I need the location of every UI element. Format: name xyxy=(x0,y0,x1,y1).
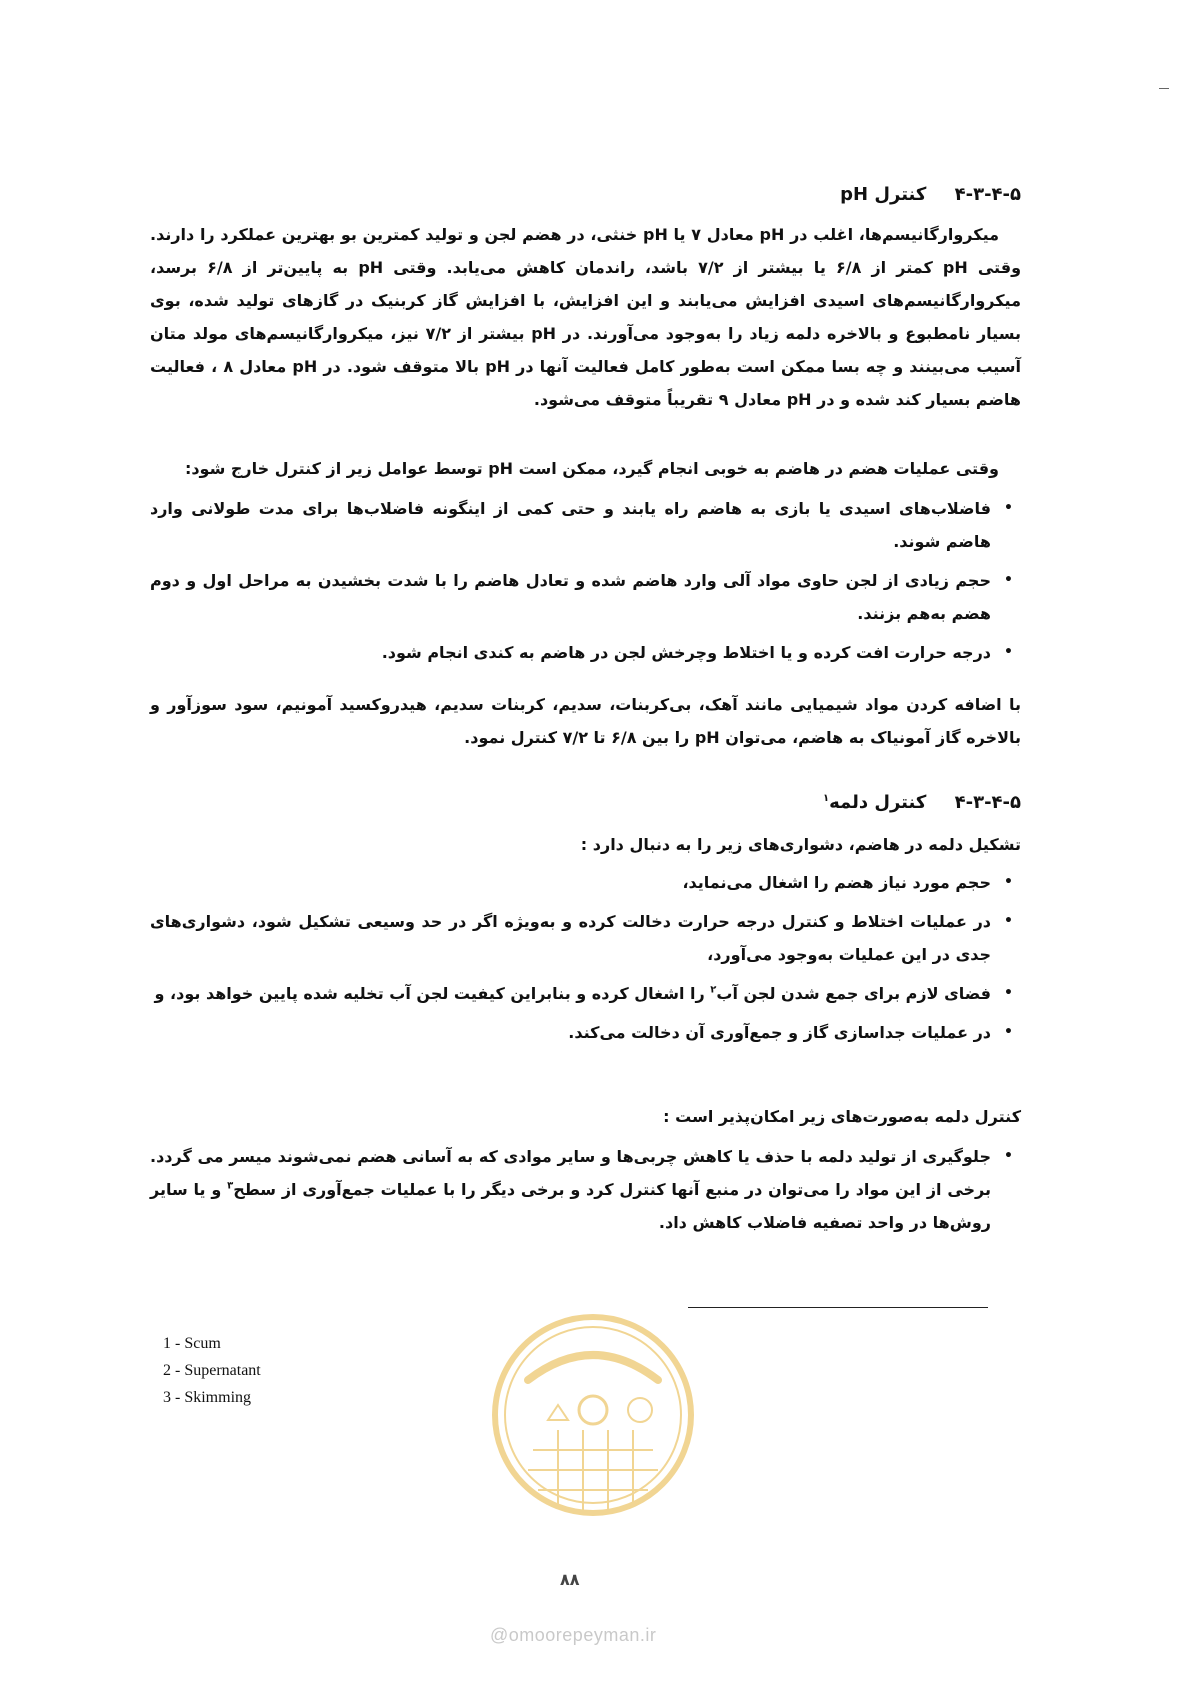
list-item xyxy=(150,564,1021,630)
list-item-text: جلوگیری از تولید دلمه با حذف یا کاهش چربی‌ها و سایر موادی که به آسانی هضم نمی‌شوند میسر می گردد. برخی از این مواد را می‌توان در منبع آنها کنترل کرد و برخی دیگر را با عملیات جمع‌آوری از سطح xyxy=(150,1147,992,1199)
bullet-icon: • xyxy=(1004,500,1013,516)
footnote-divider xyxy=(688,1307,988,1308)
paragraph-ph-chemicals: با اضافه کردن مواد شیمیایی مانند آهک، بی‌کربنات، سدیم، کربنات سدیم، هیدروکسید آمونیم، سود سوزآور و بالاخره گاز آمونیاک به هاضم، می‌توان pH را بین ۶/۸ تا ۷/۲ کنترل نمود. xyxy=(150,695,1021,747)
bullet-icon: • xyxy=(1004,913,1013,929)
section-number: ۴-۳-۴-۵ xyxy=(954,792,1021,813)
list-item xyxy=(150,905,1021,971)
page-number: ۸۸ xyxy=(560,1570,580,1589)
bullet-icon: • xyxy=(1004,572,1013,588)
bullet-list-scum-problems xyxy=(150,866,1021,1055)
bullet-icon: • xyxy=(1004,1148,1013,1164)
list-item-text: حجم زیادی از لجن حاوی مواد آلی وارد هاضم شده و تعادل هاضم را با شدت بخشیدن به مراحل اول و دوم هضم به‌هم بزنند. xyxy=(150,571,991,623)
watermark-url: @omoorepeyman.ir xyxy=(490,1625,657,1645)
footnote-3: 3 - Skimming xyxy=(163,1389,252,1406)
list-item-text: درجه حرارت افت کرده و یا اختلاط وچرخش لجن در هاضم به کندی انجام شود. xyxy=(381,643,991,662)
list-item xyxy=(150,492,1021,558)
bullet-icon: • xyxy=(1004,874,1013,890)
list-item-text: حجم مورد نیاز هضم را اشغال می‌نماید، xyxy=(682,873,991,892)
footnote-2: 2 - Supernatant xyxy=(163,1362,261,1379)
section-title: کنترل pH xyxy=(840,184,927,205)
bullet-icon: • xyxy=(1004,985,1013,1001)
footnote-1: 1 - Scum xyxy=(163,1335,221,1352)
list-item-text: در عملیات اختلاط و کنترل درجه حرارت دخالت کرده و به‌ویژه اگر در حد وسیعی تشکیل شود، دشواری‌های جدی در این عملیات به‌وجود می‌آورد، xyxy=(150,912,991,964)
section-heading-scum xyxy=(823,792,1021,813)
paragraph-ph-causes: وقتی عملیات هضم در هاضم به خوبی انجام گیرد، ممکن است pH توسط عوامل زیر از کنترل خارج شود: xyxy=(184,459,999,478)
list-item xyxy=(150,1016,1021,1049)
bullet-icon: • xyxy=(1004,644,1013,660)
list-item xyxy=(150,977,1021,1010)
footnote-ref: ۳ xyxy=(227,1180,234,1192)
bullet-icon: • xyxy=(1004,1024,1013,1040)
bullet-list-ph xyxy=(150,492,1021,675)
footnotes xyxy=(163,1330,261,1411)
section-title: کنترل دلمه xyxy=(829,792,927,813)
list-item-text: فاضلاب‌های اسیدی یا بازی به هاضم راه یابند و حتی کمی از اینگونه فاضلاب‌ها برای مدت طولانی وارد هاضم شوند. xyxy=(150,499,991,551)
watermark-logo-icon xyxy=(488,1310,698,1520)
bullet-list-scum-control xyxy=(150,1140,1021,1245)
list-item-text-tail: را اشغال کرده و بنابراین کیفیت لجن آب تخلیه شده پایین خواهد بود، و xyxy=(154,984,711,1003)
section-number: ۴-۳-۴-۵ xyxy=(954,184,1021,205)
footnote-ref: ۱ xyxy=(823,793,830,804)
list-item-text: فضای لازم برای جمع شدن لجن آب xyxy=(716,984,991,1003)
list-item xyxy=(150,636,1021,669)
list-item xyxy=(150,1140,1021,1239)
paragraph-ph-intro: میکروارگانیسم‌ها، اغلب در pH معادل ۷ یا pH خنثی، در هضم لجن و تولید کمترین بو بهترین عملکرد را دارند. وقتی pH کمتر از ۶/۸ یا بیشتر از ۷/۲ باشد، راندمان کاهش می‌یابد. وقتی pH به پایین‌تر از ۶/۸ برسد، میکروارگانیسم‌های اسیدی افزایش می‌یابند و این افزایش، با افزایش گاز کربنیک در گازهای تولید شده، بوی بسیار نامطبوع و بالاخره دلمه زیاد را به‌وجود می‌آورند. در pH بیشتر از ۷/۲ نیز، میکروارگانیسم‌های مولد متان آسیب می‌بینند و چه بسا ممکن است به‌طور کامل فعالیت آنها در pH بالا متوقف شود. در pH معادل ۸ ، فعالیت هاضم بسیار کند شده و در pH معادل ۹ تقریباً متوقف می‌شود. xyxy=(150,225,1022,409)
list-item-text: در عملیات جداسازی گاز و جمع‌آوری آن دخالت می‌کند. xyxy=(568,1023,991,1042)
margin-dash xyxy=(1159,88,1169,89)
list-item-text-tail: و یا سایر روش‌ها در واحد تصفیه فاضلاب کاهش داد. xyxy=(150,1180,991,1232)
list-item xyxy=(150,866,1021,899)
paragraph-scum-control: کنترل دلمه به‌صورت‌های زیر امکان‌پذیر است : xyxy=(663,1107,1021,1126)
section-heading-ph xyxy=(840,184,1021,205)
paragraph-scum-problems: تشکیل دلمه در هاضم، دشواری‌های زیر را به دنبال دارد : xyxy=(580,835,1021,854)
footnote-ref: ۲ xyxy=(710,984,717,996)
